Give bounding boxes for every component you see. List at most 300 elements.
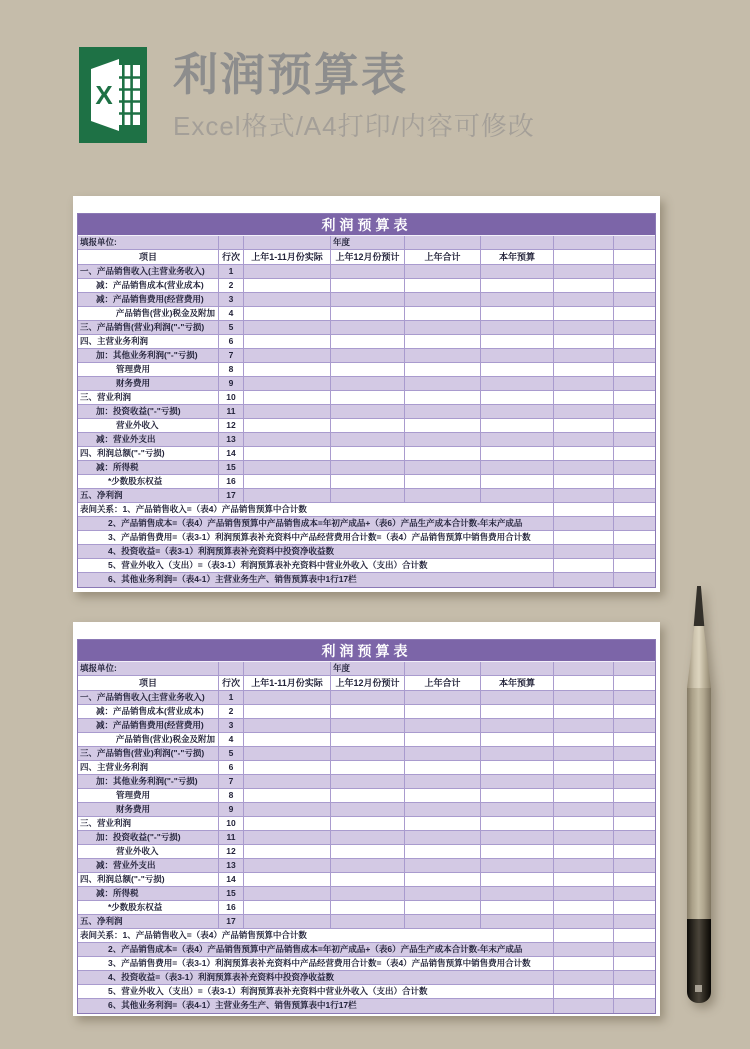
item-cell: 加：其他业务利润("-"亏损) bbox=[78, 349, 219, 362]
line-number-cell: 6 bbox=[219, 761, 244, 774]
item-cell: 财务费用 bbox=[78, 803, 219, 816]
table-row bbox=[78, 873, 655, 887]
data-cell bbox=[331, 789, 405, 802]
table-row bbox=[78, 321, 655, 335]
column-header: 项目 bbox=[78, 676, 219, 690]
data-cell bbox=[244, 915, 331, 928]
data-cell bbox=[244, 461, 331, 474]
data-cell bbox=[405, 335, 481, 348]
data-cell bbox=[244, 419, 331, 432]
line-number-cell: 12 bbox=[219, 419, 244, 432]
data-cell bbox=[554, 447, 614, 460]
data-cell bbox=[331, 733, 405, 746]
data-cell bbox=[481, 873, 554, 886]
data-cell bbox=[405, 349, 481, 362]
column-header: 上年12月份预计 bbox=[331, 250, 405, 264]
data-cell bbox=[614, 761, 657, 774]
line-number-cell: 7 bbox=[219, 775, 244, 788]
table-row bbox=[78, 691, 655, 705]
data-cell bbox=[614, 901, 657, 914]
line-number-cell: 6 bbox=[219, 335, 244, 348]
year-label: 年度 bbox=[331, 236, 405, 249]
line-number-cell: 5 bbox=[219, 321, 244, 334]
column-header: 上年1-11月份实际 bbox=[244, 250, 331, 264]
column-header-row bbox=[78, 676, 655, 691]
data-cell bbox=[244, 873, 331, 886]
data-cell bbox=[481, 475, 554, 488]
item-cell: 三、产品销售(营业)利润("-"亏损) bbox=[78, 747, 219, 760]
line-number-cell: 12 bbox=[219, 845, 244, 858]
data-cell bbox=[554, 747, 614, 760]
data-cell bbox=[244, 747, 331, 760]
data-cell bbox=[481, 691, 554, 704]
data-cell bbox=[405, 293, 481, 306]
data-cell bbox=[614, 705, 657, 718]
excel-icon bbox=[79, 47, 147, 143]
data-cell bbox=[614, 971, 657, 984]
line-number-cell: 15 bbox=[219, 887, 244, 900]
data-cell bbox=[614, 915, 657, 928]
item-cell: 五、净利润 bbox=[78, 915, 219, 928]
table-row bbox=[78, 733, 655, 747]
data-cell bbox=[554, 929, 614, 942]
data-cell bbox=[614, 559, 657, 572]
data-cell bbox=[481, 747, 554, 760]
line-number-cell: 7 bbox=[219, 349, 244, 362]
item-cell: 三、营业利润 bbox=[78, 817, 219, 830]
footnote-cell: 3、产品销售费用=（表3-1）利润预算表补充资料中产品经营费用合计数=（表4）产品销售预算中销售费用合计数 bbox=[78, 957, 554, 970]
data-cell bbox=[244, 831, 331, 844]
data-cell bbox=[554, 433, 614, 446]
data-cell bbox=[244, 691, 331, 704]
line-number-cell: 5 bbox=[219, 747, 244, 760]
data-cell bbox=[481, 377, 554, 390]
data-cell bbox=[244, 845, 331, 858]
line-number-cell: 2 bbox=[219, 705, 244, 718]
data-cell bbox=[554, 307, 614, 320]
line-number-cell: 8 bbox=[219, 789, 244, 802]
data-cell bbox=[331, 335, 405, 348]
data-cell bbox=[554, 531, 614, 544]
data-cell bbox=[614, 531, 657, 544]
table-row bbox=[78, 489, 655, 503]
cell bbox=[554, 236, 614, 249]
table-row bbox=[78, 377, 655, 391]
data-cell bbox=[554, 775, 614, 788]
data-cell bbox=[331, 915, 405, 928]
cell bbox=[244, 662, 331, 675]
footnote-cell: 6、其他业务利润=（表4-1）主营业务生产、销售预算表中1行17栏 bbox=[78, 999, 554, 1013]
data-cell bbox=[614, 747, 657, 760]
item-cell: 营业外收入 bbox=[78, 419, 219, 432]
data-cell bbox=[481, 887, 554, 900]
spreadsheet-preview-2 bbox=[73, 622, 660, 1016]
line-number-cell: 8 bbox=[219, 363, 244, 376]
column-header bbox=[614, 676, 657, 690]
data-cell bbox=[331, 391, 405, 404]
data-cell bbox=[481, 447, 554, 460]
page-header-text bbox=[173, 47, 535, 143]
item-cell: 四、主营业务利润 bbox=[78, 335, 219, 348]
data-cell bbox=[554, 279, 614, 292]
data-cell bbox=[481, 363, 554, 376]
data-cell bbox=[481, 265, 554, 278]
line-number-cell: 17 bbox=[219, 489, 244, 502]
data-cell bbox=[331, 705, 405, 718]
data-cell bbox=[614, 943, 657, 956]
data-cell bbox=[554, 705, 614, 718]
data-cell bbox=[614, 433, 657, 446]
data-cell bbox=[481, 307, 554, 320]
item-cell: 五、净利润 bbox=[78, 489, 219, 502]
data-cell bbox=[614, 873, 657, 886]
item-cell: 减：营业外支出 bbox=[78, 433, 219, 446]
data-cell bbox=[405, 391, 481, 404]
data-cell bbox=[554, 335, 614, 348]
data-cell bbox=[614, 321, 657, 334]
data-cell bbox=[481, 915, 554, 928]
data-cell bbox=[481, 901, 554, 914]
spreadsheet-preview-1 bbox=[73, 196, 660, 592]
data-cell bbox=[405, 845, 481, 858]
table-row bbox=[78, 817, 655, 831]
line-number-cell: 11 bbox=[219, 831, 244, 844]
item-cell: 减：产品销售成本(营业成本) bbox=[78, 279, 219, 292]
footnote-cell: 5、营业外收入（支出）=（表3-1）利润预算表补充资料中营业外收入（支出）合计数 bbox=[78, 985, 554, 998]
item-cell: 一、产品销售收入(主营业务收入) bbox=[78, 265, 219, 278]
data-cell bbox=[481, 789, 554, 802]
page-header bbox=[79, 47, 535, 143]
data-cell bbox=[405, 733, 481, 746]
data-cell bbox=[614, 775, 657, 788]
cell bbox=[614, 662, 657, 675]
data-cell bbox=[244, 859, 331, 872]
data-cell bbox=[405, 377, 481, 390]
data-cell bbox=[244, 307, 331, 320]
table-row bbox=[78, 405, 655, 419]
cell bbox=[614, 236, 657, 249]
line-number-cell: 13 bbox=[219, 433, 244, 446]
data-cell bbox=[554, 545, 614, 558]
data-cell bbox=[405, 789, 481, 802]
data-cell bbox=[405, 475, 481, 488]
data-cell bbox=[481, 279, 554, 292]
data-cell bbox=[554, 957, 614, 970]
data-cell bbox=[614, 307, 657, 320]
data-cell bbox=[554, 293, 614, 306]
data-cell bbox=[244, 887, 331, 900]
data-cell bbox=[405, 719, 481, 732]
data-cell bbox=[614, 335, 657, 348]
item-cell: 三、产品销售(营业)利润("-"亏损) bbox=[78, 321, 219, 334]
data-cell bbox=[331, 747, 405, 760]
table-row bbox=[78, 915, 655, 929]
cell bbox=[244, 236, 331, 249]
data-cell bbox=[554, 845, 614, 858]
page-title: 利润预算表 bbox=[173, 49, 409, 100]
data-cell bbox=[481, 803, 554, 816]
footnote-row bbox=[78, 559, 655, 573]
data-cell bbox=[405, 901, 481, 914]
data-cell bbox=[614, 831, 657, 844]
column-header: 上年合计 bbox=[405, 676, 481, 690]
line-number-cell: 4 bbox=[219, 307, 244, 320]
data-cell bbox=[244, 447, 331, 460]
unit-row bbox=[78, 662, 655, 676]
data-cell bbox=[244, 279, 331, 292]
excel-icon-letter: X bbox=[95, 80, 113, 110]
data-cell bbox=[331, 775, 405, 788]
data-cell bbox=[614, 293, 657, 306]
data-cell bbox=[614, 573, 657, 587]
data-cell bbox=[554, 489, 614, 502]
footnote-cell: 6、其他业务利润=（表4-1）主营业务生产、销售预算表中1行17栏 bbox=[78, 573, 554, 587]
data-cell bbox=[554, 405, 614, 418]
line-number-cell: 2 bbox=[219, 279, 244, 292]
table-row bbox=[78, 447, 655, 461]
data-cell bbox=[614, 999, 657, 1013]
data-cell bbox=[244, 405, 331, 418]
cell bbox=[405, 662, 481, 675]
data-cell bbox=[554, 475, 614, 488]
data-cell bbox=[554, 461, 614, 474]
data-cell bbox=[554, 873, 614, 886]
data-cell bbox=[554, 391, 614, 404]
data-cell bbox=[554, 971, 614, 984]
table-row bbox=[78, 349, 655, 363]
data-cell bbox=[481, 391, 554, 404]
data-cell bbox=[614, 733, 657, 746]
data-cell bbox=[331, 321, 405, 334]
data-cell bbox=[554, 517, 614, 530]
data-cell bbox=[614, 985, 657, 998]
unit-label: 填报单位: bbox=[78, 662, 219, 675]
footnote-row bbox=[78, 943, 655, 957]
data-cell bbox=[554, 831, 614, 844]
footnote-cell: 5、营业外收入（支出）=（表3-1）利润预算表补充资料中营业外收入（支出）合计数 bbox=[78, 559, 554, 572]
data-cell bbox=[481, 419, 554, 432]
data-cell bbox=[331, 901, 405, 914]
data-cell bbox=[331, 405, 405, 418]
data-cell bbox=[405, 265, 481, 278]
item-cell: 减：所得税 bbox=[78, 461, 219, 474]
data-cell bbox=[331, 719, 405, 732]
data-cell bbox=[614, 405, 657, 418]
data-cell bbox=[244, 265, 331, 278]
column-header: 行次 bbox=[219, 250, 244, 264]
item-cell: 一、产品销售收入(主营业务收入) bbox=[78, 691, 219, 704]
line-number-cell: 17 bbox=[219, 915, 244, 928]
data-cell bbox=[405, 747, 481, 760]
table-row bbox=[78, 761, 655, 775]
data-cell bbox=[331, 461, 405, 474]
item-cell: 减：营业外支出 bbox=[78, 859, 219, 872]
data-cell bbox=[481, 705, 554, 718]
pencil-body bbox=[687, 688, 711, 919]
footnote-row bbox=[78, 957, 655, 971]
data-cell bbox=[331, 761, 405, 774]
item-cell: 加：投资收益("-"亏损) bbox=[78, 831, 219, 844]
item-cell: 产品销售(营业)税金及附加 bbox=[78, 733, 219, 746]
sheet-title: 利润预算表 bbox=[78, 214, 655, 236]
line-number-cell: 14 bbox=[219, 873, 244, 886]
data-cell bbox=[244, 705, 331, 718]
data-cell bbox=[481, 349, 554, 362]
table-row bbox=[78, 789, 655, 803]
data-cell bbox=[614, 349, 657, 362]
column-header: 上年合计 bbox=[405, 250, 481, 264]
pencil-end-glint bbox=[695, 985, 702, 992]
footnote-cell: 2、产品销售成本=（表4）产品销售预算中产品销售成本=年初产成品+（表6）产品生产成本合计数-年末产成品 bbox=[78, 943, 554, 956]
line-number-cell: 3 bbox=[219, 293, 244, 306]
data-cell bbox=[554, 915, 614, 928]
column-header: 行次 bbox=[219, 676, 244, 690]
profit-budget-table-1 bbox=[77, 213, 656, 588]
data-cell bbox=[614, 957, 657, 970]
data-cell bbox=[554, 265, 614, 278]
table-row bbox=[78, 719, 655, 733]
data-cell bbox=[405, 363, 481, 376]
data-cell bbox=[614, 817, 657, 830]
profit-budget-table-2 bbox=[77, 639, 656, 1014]
table-row bbox=[78, 335, 655, 349]
table-row bbox=[78, 279, 655, 293]
sheet-title: 利润预算表 bbox=[78, 640, 655, 662]
data-cell bbox=[331, 293, 405, 306]
item-cell: 产品销售(营业)税金及附加 bbox=[78, 307, 219, 320]
cell bbox=[481, 662, 554, 675]
data-cell bbox=[331, 489, 405, 502]
column-header bbox=[554, 676, 614, 690]
data-cell bbox=[614, 503, 657, 516]
data-cell bbox=[614, 419, 657, 432]
table-row bbox=[78, 803, 655, 817]
data-cell bbox=[244, 335, 331, 348]
table-row bbox=[78, 433, 655, 447]
line-number-cell: 9 bbox=[219, 803, 244, 816]
data-cell bbox=[331, 859, 405, 872]
column-header: 本年预算 bbox=[481, 676, 554, 690]
data-cell bbox=[244, 719, 331, 732]
data-cell bbox=[554, 349, 614, 362]
data-cell bbox=[554, 943, 614, 956]
item-cell: 管理费用 bbox=[78, 789, 219, 802]
data-cell bbox=[481, 405, 554, 418]
footnote-row bbox=[78, 999, 655, 1013]
data-cell bbox=[405, 803, 481, 816]
line-number-cell: 10 bbox=[219, 817, 244, 830]
cell bbox=[219, 236, 244, 249]
item-cell: 减：产品销售成本(营业成本) bbox=[78, 705, 219, 718]
data-cell bbox=[244, 901, 331, 914]
data-cell bbox=[614, 461, 657, 474]
line-number-cell: 9 bbox=[219, 377, 244, 390]
line-number-cell: 15 bbox=[219, 461, 244, 474]
data-cell bbox=[614, 475, 657, 488]
item-cell: 加：其他业务利润("-"亏损) bbox=[78, 775, 219, 788]
item-cell: *少数股东权益 bbox=[78, 901, 219, 914]
table-row bbox=[78, 887, 655, 901]
table-row bbox=[78, 419, 655, 433]
data-cell bbox=[405, 761, 481, 774]
data-cell bbox=[244, 733, 331, 746]
table-row bbox=[78, 775, 655, 789]
data-cell bbox=[405, 489, 481, 502]
data-cell bbox=[614, 447, 657, 460]
data-cell bbox=[331, 803, 405, 816]
data-cell bbox=[554, 761, 614, 774]
footnote-row bbox=[78, 503, 655, 517]
line-number-cell: 14 bbox=[219, 447, 244, 460]
data-cell bbox=[331, 349, 405, 362]
footnote-row bbox=[78, 929, 655, 943]
data-cell bbox=[554, 901, 614, 914]
data-cell bbox=[405, 405, 481, 418]
column-header-row bbox=[78, 250, 655, 265]
data-cell bbox=[481, 817, 554, 830]
data-cell bbox=[331, 817, 405, 830]
table-row bbox=[78, 461, 655, 475]
data-cell bbox=[614, 489, 657, 502]
table-row bbox=[78, 845, 655, 859]
data-cell bbox=[244, 363, 331, 376]
data-cell bbox=[405, 817, 481, 830]
data-cell bbox=[405, 461, 481, 474]
data-cell bbox=[244, 489, 331, 502]
data-cell bbox=[331, 377, 405, 390]
table-row bbox=[78, 265, 655, 279]
data-cell bbox=[405, 887, 481, 900]
table-row bbox=[78, 475, 655, 489]
data-cell bbox=[554, 419, 614, 432]
data-cell bbox=[554, 719, 614, 732]
data-cell bbox=[614, 377, 657, 390]
page-subtitle: Excel格式/A4打印/内容可修改 bbox=[173, 111, 535, 142]
unit-row bbox=[78, 236, 655, 250]
item-cell: 财务费用 bbox=[78, 377, 219, 390]
data-cell bbox=[481, 321, 554, 334]
data-cell bbox=[244, 775, 331, 788]
data-cell bbox=[481, 433, 554, 446]
data-cell bbox=[554, 999, 614, 1013]
data-cell bbox=[481, 845, 554, 858]
data-cell bbox=[481, 719, 554, 732]
item-cell: 四、利润总额("-"亏损) bbox=[78, 447, 219, 460]
cell bbox=[554, 662, 614, 675]
table-row bbox=[78, 859, 655, 873]
data-cell bbox=[244, 475, 331, 488]
data-cell bbox=[331, 845, 405, 858]
data-cell bbox=[481, 489, 554, 502]
data-cell bbox=[405, 447, 481, 460]
data-cell bbox=[554, 377, 614, 390]
data-cell bbox=[481, 335, 554, 348]
item-cell: 管理费用 bbox=[78, 363, 219, 376]
data-cell bbox=[331, 475, 405, 488]
table-row bbox=[78, 901, 655, 915]
data-cell bbox=[614, 719, 657, 732]
data-cell bbox=[614, 859, 657, 872]
footnote-cell: 表间关系：1、产品销售收入=（表4）产品销售预算中合计数 bbox=[78, 503, 554, 516]
data-cell bbox=[554, 363, 614, 376]
data-cell bbox=[554, 817, 614, 830]
data-cell bbox=[614, 363, 657, 376]
line-number-cell: 3 bbox=[219, 719, 244, 732]
line-number-cell: 13 bbox=[219, 859, 244, 872]
table-row bbox=[78, 831, 655, 845]
footnote-cell: 4、投资收益=（表3-1）利润预算表补充资料中投资净收益数 bbox=[78, 545, 554, 558]
data-cell bbox=[244, 803, 331, 816]
